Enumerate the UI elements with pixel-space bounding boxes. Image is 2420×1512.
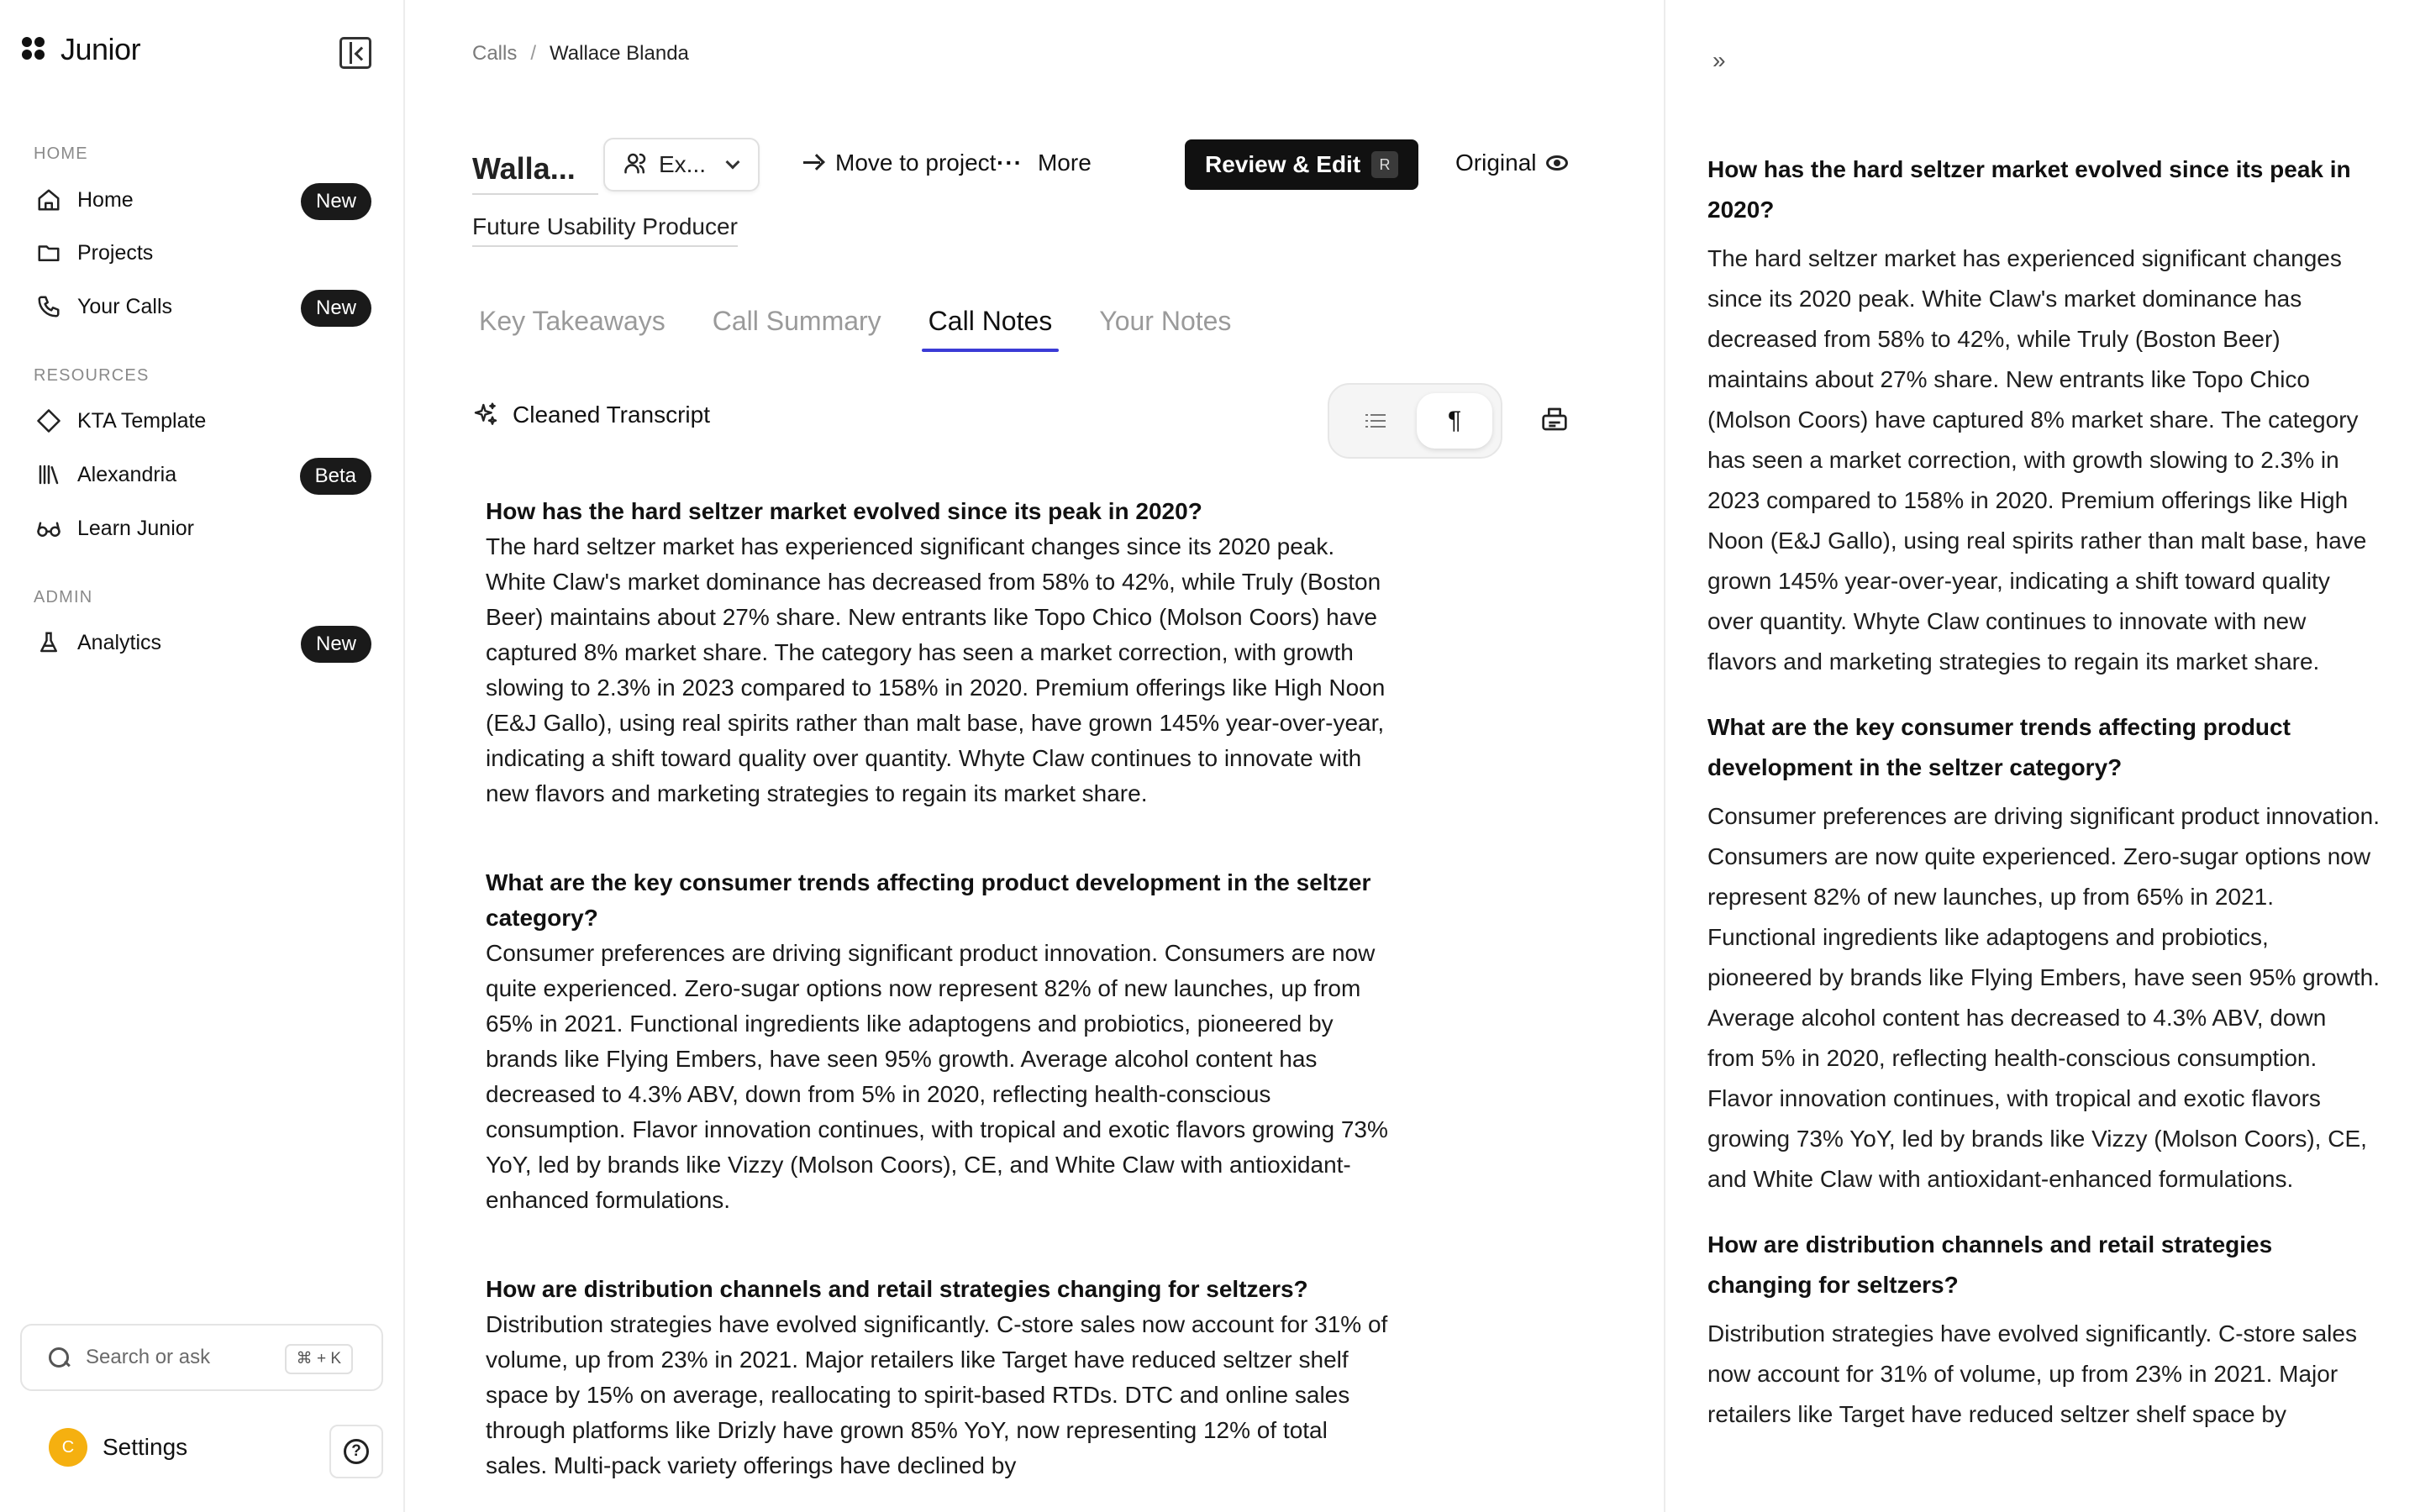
sidebar-item-label: KTA Template [77,408,207,433]
sidebar-item-label: Analytics [77,630,162,654]
note-answer: The hard seltzer market has experienced significant changes since its 2020 peak. White Claw's market dominance has decreased from 58% to 42%, while Truly (Boston Beer) maintains about 27% share. New entrants like Topo Chico (Molson Coors) have captured 8% market share. The category has seen a market correction, with growth slowing to 2.3% in 2023 compared to 158% in 2020. Premium offerings like High Noon (E&J Gallo), using real spirits rather than malt base, have grown 145% year-over-year, indicating a shift toward quality over quantity. Whyte Claw continues to innovate with new flavors and marketing strategies to regain its market share. [486,533,1386,806]
brand-name: Junior [60,32,141,66]
breadcrumb-calls-link[interactable]: Calls [472,42,518,65]
expert-select[interactable] [603,138,760,192]
new-badge: New [301,183,371,220]
panel-note-answer: Distribution strategies have evolved significantly. C-store sales now account for 31% of volume, up from 23% in 2021. Major retailers like Target have reduced seltzer shelf space by [1707,1320,2357,1427]
paragraph-view-toggle[interactable] [1417,393,1492,449]
move-to-project-button[interactable] [802,150,996,176]
note-answer: Distribution strategies have evolved significantly. C-store sales now account for 31% of volume, up from 23% in 2021. Major retailers like Target have reduced seltzer shelf space by 15% on average, reallocating to spirit-based RTDs. DTC and online sales through platforms like Drizly have grown 85% YoY, now representing 12% of total sales. Multi-pack variety offerings have declined by [486,1311,1388,1478]
settings-label: Settings [103,1434,188,1460]
tab-call-summary[interactable]: Call Summary [712,306,881,336]
breadcrumb-separator: / [530,42,537,65]
expand-panel-icon[interactable]: » [1712,47,1726,73]
panel-note-question: How are distribution channels and retail strategies changing for seltzers? [1707,1231,2273,1298]
list-view-toggle[interactable] [1338,393,1413,449]
search-shortcut: ⌘ + K [285,1344,353,1374]
sidebar-item-label: Your Calls [77,294,173,318]
help-button[interactable] [329,1425,383,1478]
original-notes-panel [1664,0,2420,1512]
sidebar-item-label: Projects [77,240,154,265]
sidebar-item-alexandria[interactable] [20,451,381,498]
panel-note-question: What are the key consumer trends affecting product development in the seltzer category? [1707,714,2291,780]
tab-call-notes[interactable]: Call Notes [929,306,1053,352]
view-toggle [1328,383,1502,459]
chevron-down-icon [726,155,740,170]
library-icon [32,458,66,491]
sparkle-icon [472,402,499,428]
breadcrumb-current: Wallace Blanda [550,42,689,65]
panel-note-question: How has the hard seltzer market evolved since its peak in 2020? [1707,156,2351,223]
avatar: C [49,1428,87,1467]
section-label-home: HOME [34,144,88,163]
sidebar-item-analytics[interactable] [20,619,381,666]
sidebar-item-learn-junior[interactable] [20,505,381,552]
sidebar-item-home[interactable] [20,176,381,223]
diamond-icon [32,404,66,438]
collapse-sidebar-icon[interactable] [339,37,371,69]
original-label: Original [1455,150,1537,176]
export-icon[interactable] [1541,407,1568,432]
folder-icon [32,236,66,270]
new-badge: New [301,626,371,663]
beta-badge: Beta [300,458,371,495]
arrow-right-icon [802,152,823,174]
more-label: More [1037,150,1092,176]
review-edit-label: Review & Edit [1205,151,1361,177]
expert-select-label: Ex... [659,151,707,177]
main-content [407,0,1664,1512]
sidebar-item-label: Learn Junior [77,516,194,540]
section-label-resources: RESOURCES [34,366,150,385]
note-answer: Consumer preferences are driving significant product innovation. Consumers are now quite experienced. Zero-sugar options now represent 82% of new launches, up from 65% in 2021. Functional ingredients like adaptogens and probiotics, pioneered by brands like Flying Embers, have seen 95% growth. Average alcohol content has decreased to 4.3% ABV, down from 5% in 2020, reflecting health-conscious consumption. Flavor innovation continues, with tropical and exotic flavors growing 73% YoY, led by brands like Vizzy (Molson Coors), CE, and White Claw with antioxidant-enhanced formulations. [486,940,1388,1213]
note-question: How are distribution channels and retail strategies changing for seltzers? [486,1276,1308,1302]
note-question: How has the hard seltzer market evolved since its peak in 2020? [486,498,1202,524]
transcript-header [472,402,710,428]
call-notes-content [486,494,1393,1512]
help-icon: ? [344,1439,369,1464]
call-title-field[interactable]: Walla... [472,151,598,195]
settings-button[interactable] [49,1428,187,1467]
move-to-project-label: Move to project [835,150,997,176]
search-placeholder: Search or ask [86,1346,211,1368]
home-icon [32,183,66,217]
users-icon [623,150,649,180]
pilcrow-icon: ¶ [1447,407,1462,434]
sidebar [0,0,405,1512]
tab-bar [479,306,1278,352]
panel-note-answer: Consumer preferences are driving significant product innovation. Consumers are now quite experienced. Zero-sugar options now represent 82% of new launches, up from 65% in 2021. Functional ingredients like adaptogens and probiotics, pioneered by brands like Flying Embers, have seen 95% growth. Average alcohol content has decreased to 4.3% ABV, down from 5% in 2020, reflecting health-conscious consumption. Flavor innovation continues, with tropical and exotic flavors growing 73% YoY, led by brands like Vizzy (Molson Coors), CE, and White Claw with antioxidant-enhanced formulations. [1707,803,2380,1192]
original-button[interactable] [1455,150,1568,176]
sidebar-item-label: Home [77,187,134,212]
flask-icon [32,626,66,659]
sidebar-item-projects[interactable] [20,229,381,276]
list-icon [1365,413,1386,428]
tab-your-notes[interactable]: Your Notes [1099,306,1232,336]
tab-key-takeaways[interactable]: Key Takeaways [479,306,666,336]
expert-role-field[interactable]: Future Usability Producer [472,213,738,247]
new-badge: New [301,290,371,327]
transcript-title: Cleaned Transcript [513,402,711,428]
glasses-icon [32,512,66,545]
search-icon [47,1346,71,1369]
sidebar-item-your-calls[interactable] [20,283,381,330]
panel-note-answer: The hard seltzer market has experienced significant changes since its 2020 peak. White Claw's market dominance has decreased from 58% to 42%, while Truly (Boston Beer) maintains about 27% share. New entrants like Topo Chico (Molson Coors) have captured 8% market share. The category has seen a market correction, with growth slowing to 2.3% in 2023 compared to 158% in 2020. Premium offerings like High Noon (E&J Gallo), using real spirits rather than malt base, have grown 145% year-over-year, indicating a shift toward quality over quantity. Whyte Claw continues to innovate with new flavors and marketing strategies to regain its market share. [1707,245,2367,675]
brand[interactable] [22,32,140,67]
sidebar-item-kta-template[interactable] [20,397,381,444]
breadcrumb [472,42,689,66]
phone-icon [32,290,66,323]
note-question: What are the key consumer trends affecting product development in the seltzer category? [486,869,1371,931]
original-notes-content [1707,150,2380,1460]
section-label-admin: ADMIN [34,588,93,606]
junior-logo-icon [22,37,47,62]
eye-icon [1546,155,1568,171]
more-button[interactable] [997,150,1092,176]
review-shortcut: R [1371,151,1398,178]
more-dots-icon: ··· [997,150,1023,176]
review-edit-button[interactable] [1185,139,1418,190]
sidebar-item-label: Alexandria [77,462,177,486]
search-input[interactable] [20,1324,383,1391]
